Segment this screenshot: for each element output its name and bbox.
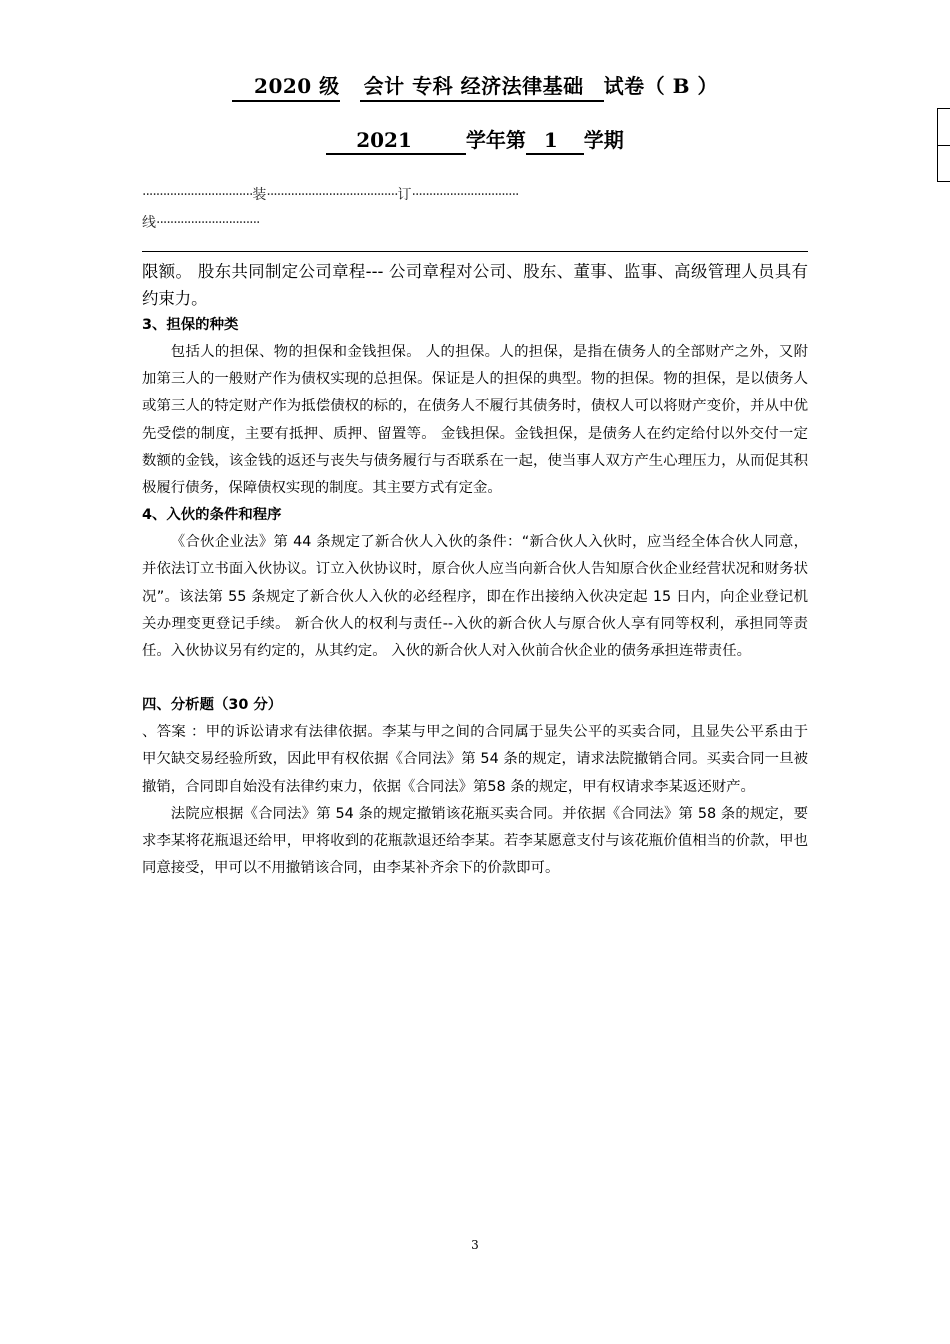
binding-zhuang: 装 — [252, 187, 267, 203]
semester-label: 学期 — [583, 128, 624, 152]
analysis-answer-paragraph: 、答案 ：甲的诉讼请求有法律依据。李某与甲之间的合同属于显失公平的买卖合同，且显失公平系由于甲欠缺交易经验所致，因此甲有权依据《合同法》第 54 条的规定，请求法院撤销合同。买卖合同一旦被撤销，合同即自始没有法律约束力，依据《合同法》第58 条的规定，甲有权请求李某返还财产。 — [142, 724, 808, 795]
section-heading-guarantee: 3、担保的种类 — [142, 317, 239, 333]
intro-paragraph: 限额。 股东共同制定公司章程--- 公司章程对公司、股东、董事、监事、高级管理人员具有约束力。 — [142, 262, 808, 308]
binding-line: ································装······································订······························· — [142, 187, 519, 203]
academic-year-field: 2021 — [326, 128, 466, 155]
binding-xian: 线 — [142, 215, 156, 231]
major-course-field: 会计 专科 经济法律基础 — [360, 70, 604, 102]
exam-term — [0, 124, 950, 155]
part-four-heading: 四、分析题（30 分） — [142, 697, 283, 714]
grade-field: 2020 级 — [232, 70, 340, 102]
partnership-paragraph: 《合伙企业法》第 44 条规定了新合伙人入伙的条件：“新合伙人入伙时，应当经全体合伙人同意，并依法订立书面入伙协议。订立入伙协议时，原合伙人应当向新合伙人告知原合伙企业经营状况和财务状况”。该法第 55 条规定了新合伙人入伙的必经程序，即在作出接纳入伙决定起 15 日内，向企业登记机关办理变更登记手续。 新合伙人的权利与责任--入伙的新合伙人与原合伙人享有同等权利，承担同等责任。入伙协议另有约定的，从其约定。 入伙的新合伙人对入伙前合伙企业的债务承担连带责任。 — [142, 534, 808, 660]
analysis-answer-paragraph-2: 法院应根据《合同法》第 54 条的规定撤销该花瓶买卖合同。并依据《合同法》第 58 条的规定，要求李某将花瓶退还给甲，甲将收到的花瓶款退还给李某。若李某愿意支付与该花瓶价值相当的价款，甲也同意接受，甲可以不用撤销该合同，由李某补齐余下的价款即可。 — [142, 805, 808, 877]
score-box-edge — [937, 108, 950, 182]
year-label: 学年第 — [465, 128, 526, 152]
binding-ding: 订 — [397, 187, 412, 203]
binding-line-2: 线······························ — [142, 215, 260, 231]
paper-label: 试卷（ B ） — [603, 74, 718, 98]
section-heading-partnership: 4、入伙的条件和程序 — [142, 507, 282, 524]
guarantee-paragraph: 包括人的担保、物的担保和金钱担保。 人的担保。人的担保，是指在债务人的全部财产之外，又附加第三人的一般财产作为债权实现的总担保。保证是人的担保的典型。物的担保。物的担保，是以债务人或第三人的特定财产作为抵偿债权的标的，在债务人不履行其债务时，债权人可以将财产变价，并从中优先受偿的制度，主要有抵押、质押、留置等。 金钱担保。金钱担保，是债务人在约定给付以外交付一定数额的金钱，该金钱的返还与丧失与债务履行与否联系在一起，使当事人双方产生心理压力，从而促其积极履行债务，保障债权实现的制度。其主要方式有定金。 — [142, 344, 808, 497]
exam-title — [0, 70, 950, 102]
header-divider — [142, 251, 808, 252]
answer-content — [142, 258, 808, 882]
semester-field: 1 — [526, 128, 584, 155]
page-number: 3 — [471, 1238, 479, 1252]
